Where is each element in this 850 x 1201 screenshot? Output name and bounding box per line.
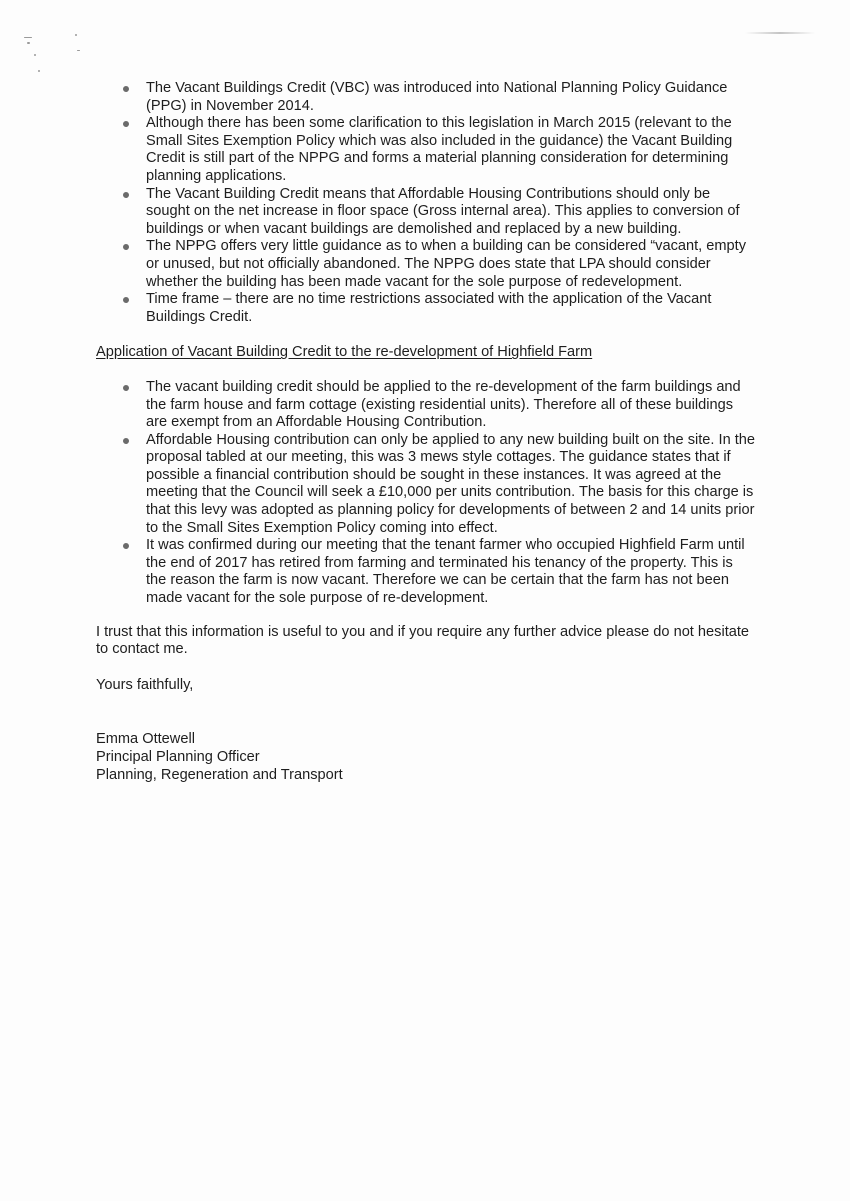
bullet-icon (123, 86, 129, 92)
scan-speck (34, 54, 36, 56)
section-heading: Application of Vacant Building Credit to the re-development of Highfield Farm (96, 344, 593, 361)
scan-speck (77, 50, 80, 51)
scan-speck (24, 37, 32, 38)
signature-block (96, 731, 756, 784)
signatory-name: Emma Ottewell (96, 731, 195, 748)
list-item: The NPPG offers very little guidance as to when a building can be considered “vacant, empty or unused, but not officially abandoned. The NPPG does state that LPA should consider whether the building has been made vacant for the sole purpose of redevelopment. (146, 238, 756, 291)
list-item: The vacant building credit should be applied to the re-development of the farm buildings and the farm house and farm cottage (existing residential units). Therefore all of these buildings are exempt from an Affordable Housing Contribution. (146, 379, 756, 432)
bullet-icon (123, 244, 129, 250)
bullet-icon (123, 121, 129, 127)
bullet-icon (123, 297, 129, 303)
list-item: Affordable Housing contribution can only be applied to any new building built on the site. In the proposal tabled at our meeting, this was 3 mews style cottages. The guidance states that if possible a financial contribution should be sought in these instances. It was agreed at the meeting that the Council will seek a £10,000 per units contribution. The basis for this charge is that this levy was adopted as planning policy for developments of between 2 and 14 units prior to the Small Sites Exemption Policy coming into effect. (146, 432, 756, 538)
list-item: Although there has been some clarification to this legislation in March 2015 (relevant to the Small Sites Exemption Policy which was also included in the guidance) the Vacant Building Credit is still part of the NPPG and forms a material planning consideration for determining planning applications. (146, 115, 756, 185)
letter-body (96, 80, 756, 784)
scan-speck (27, 42, 30, 44)
bullet-icon (123, 192, 129, 198)
signatory-department: Planning, Regeneration and Transport (96, 766, 343, 783)
vbc-bullet-list (96, 80, 756, 326)
scan-speck (75, 34, 77, 36)
list-item: It was confirmed during our meeting that the tenant farmer who occupied Highfield Farm until the end of 2017 has retired from farming and terminated his tenancy of the property. This is the reason the farm is now vacant. Therefore we can be certain that the farm has not been made vacant for the sole purpose of re-development. (146, 537, 756, 607)
scan-speck (38, 70, 40, 72)
list-item: The Vacant Buildings Credit (VBC) was introduced into National Planning Policy Guidance (PPG) in November 2014. (146, 80, 756, 115)
list-item: Time frame – there are no time restrictions associated with the application of the Vacant Buildings Credit. (146, 291, 756, 326)
list-item: The Vacant Building Credit means that Affordable Housing Contributions should only be sought on the net increase in floor space (Gross internal area). This applies to conversion of buildings or when vacant buildings are demolished and replaced by a new building. (146, 186, 756, 239)
bullet-icon (123, 438, 129, 444)
scan-line (745, 32, 815, 34)
sign-off: Yours faithfully, (96, 676, 194, 693)
closing-paragraph: I trust that this information is useful to you and if you require any further advice please do not hesitate to contact me. (96, 623, 750, 658)
bullet-icon (123, 385, 129, 391)
bullet-icon (123, 543, 129, 549)
highfield-bullet-list (96, 379, 756, 608)
signatory-role: Principal Planning Officer (96, 749, 260, 765)
